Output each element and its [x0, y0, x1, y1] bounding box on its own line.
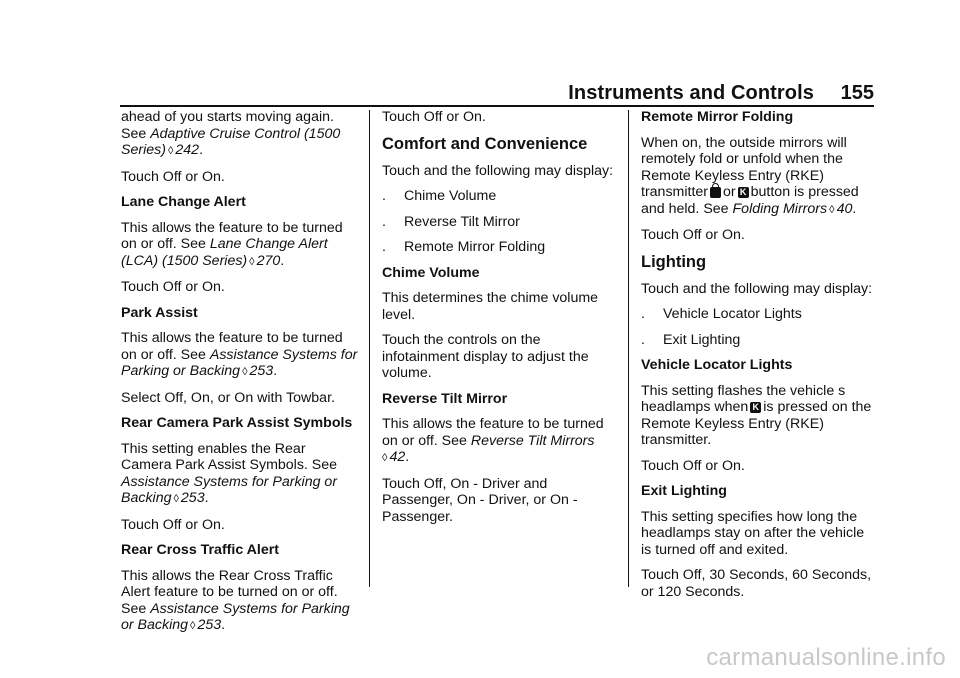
page-reference-icon: ◊ [167, 145, 174, 157]
header-rule [120, 105, 874, 107]
paragraph: This setting specifies how long the headlamps stay on after the vehicle is turned off and exited. [641, 508, 865, 558]
paragraph: This allows the Rear Cross Traffic Alert feature to be turned on or off. See Assistance Systems for Parking or Backing ◊ 253. [121, 567, 350, 633]
chapter-title: Instruments and Controls [568, 82, 814, 104]
paragraph: Touch Off or On. [382, 109, 486, 125]
cross-reference-link[interactable]: Folding Mirrors [732, 200, 828, 217]
section-heading: Lighting [641, 252, 707, 271]
cross-reference-link[interactable]: Assistance Systems for Parking or Backing [121, 473, 338, 506]
subheading: Park Assist [121, 304, 198, 321]
column-divider [369, 110, 370, 587]
paragraph: This setting flashes the vehicle s headlamps when K is pressed on the Remote Keyless Entry (RKE) transmitter. [641, 382, 872, 448]
paragraph: This allows the feature to be turned on or off. See Reverse Tilt Mirrors ◊ 42. [382, 416, 604, 465]
watermark: carmanualsonline.info [706, 644, 946, 671]
paragraph: Touch Off or On. [121, 516, 225, 533]
page-reference-icon: ◊ [249, 255, 255, 268]
paragraph: This allows the feature to be turned on or off. See Lane Change Alert (LCA) (1500 Series) ◊ 270. [121, 219, 343, 269]
page-reference[interactable]: 253 [249, 363, 274, 379]
remote-unlock-icon: K [738, 185, 749, 198]
paragraph: Touch the controls on the infotainment display to adjust the volume. [382, 332, 589, 381]
subheading: Remote Mirror Folding [641, 109, 794, 125]
bullet-icon: . [641, 331, 645, 348]
page-reference[interactable]: 253 [197, 617, 222, 633]
list-item: . Reverse Tilt Mirror [382, 213, 520, 230]
page-reference-icon: ◊ [242, 366, 248, 378]
bullet-icon: . [382, 213, 386, 230]
paragraph: Touch Off or On. [121, 168, 225, 185]
paragraph: This setting enables the Rear Camera Park Assist Symbols. See Assistance Systems for Parking or Backing ◊ 253. [121, 440, 338, 506]
paragraph: Touch Off or On. [641, 227, 745, 243]
cross-reference-link[interactable]: Adaptive Cruise Control (1500 Series) [121, 125, 341, 158]
page-reference-icon: ◊ [190, 620, 196, 632]
list-item: . Vehicle Locator Lights [641, 306, 802, 322]
subheading: Reverse Tilt Mirror [382, 390, 508, 407]
page-number: 155 [840, 82, 874, 104]
page-reference-icon: ◊ [382, 452, 388, 464]
subheading: Exit Lighting [641, 483, 727, 499]
subheading: Rear Camera Park Assist Symbols [121, 415, 353, 431]
paragraph: Touch Off or On. [641, 457, 745, 474]
paragraph: When on, the outside mirrors will remotely fold or unfold when the Remote Keyless Entry (RKE) transmitter or K button is pressed and held. See Folding Mirrors ◊ 40. [641, 134, 859, 217]
page-reference-icon: ◊ [829, 203, 835, 216]
paragraph: This allows the feature to be turned on or off. See Assistance Systems for Parking or Backing ◊ 253. [121, 330, 358, 379]
paragraph: Touch and the following may display: [641, 280, 873, 297]
page-reference[interactable]: 270 [256, 252, 281, 269]
cross-reference-link[interactable]: Assistance Systems for Parking or Backing [121, 600, 350, 633]
list-item: . Exit Lighting [641, 331, 741, 348]
column-2 [382, 109, 618, 534]
page-reference-icon: ◊ [173, 493, 179, 505]
paragraph: ahead of you starts moving again. See Adaptive Cruise Control (1500 Series) ◊ 242. [121, 109, 341, 158]
remote-unlock-icon: K [750, 400, 761, 413]
page-header [0, 0, 960, 110]
column-divider [628, 110, 629, 587]
subheading: Rear Cross Traffic Alert [121, 542, 279, 558]
subheading: Lane Change Alert [121, 194, 246, 210]
list-item: . Chime Volume [382, 188, 497, 204]
bullet-icon: . [382, 239, 386, 255]
page-reference[interactable]: 40 [836, 200, 853, 217]
page-reference[interactable]: 42 [389, 449, 406, 465]
list-item: . Remote Mirror Folding [382, 239, 546, 255]
paragraph: Touch Off or On. [121, 279, 225, 295]
paragraph: This determines the chime volume level. [382, 290, 599, 323]
page-reference[interactable]: 242 [175, 142, 200, 158]
bullet-icon: . [641, 306, 645, 322]
paragraph: Select Off, On, or On with Towbar. [121, 389, 335, 406]
cross-reference-link[interactable]: Assistance Systems for Parking or Backing [121, 346, 358, 379]
cross-reference-link[interactable]: Reverse Tilt Mirrors [470, 432, 595, 449]
paragraph: Touch Off, On - Driver and Passenger, On - Driver, or On - Passenger. [382, 475, 578, 525]
page-reference[interactable]: 253 [180, 490, 205, 506]
column-1 [121, 109, 359, 644]
remote-lock-icon [710, 185, 721, 198]
paragraph: Touch and the following may display: [382, 162, 614, 179]
paragraph: Touch Off, 30 Seconds, 60 Seconds, or 120 Seconds. [641, 567, 872, 600]
section-heading: Comfort and Convenience [382, 134, 588, 153]
subheading: Chime Volume [382, 264, 480, 281]
subheading: Vehicle Locator Lights [641, 357, 793, 373]
column-3 [641, 109, 877, 609]
bullet-icon: . [382, 188, 386, 204]
cross-reference-link[interactable]: Lane Change Alert (LCA) (1500 Series) [121, 236, 328, 269]
